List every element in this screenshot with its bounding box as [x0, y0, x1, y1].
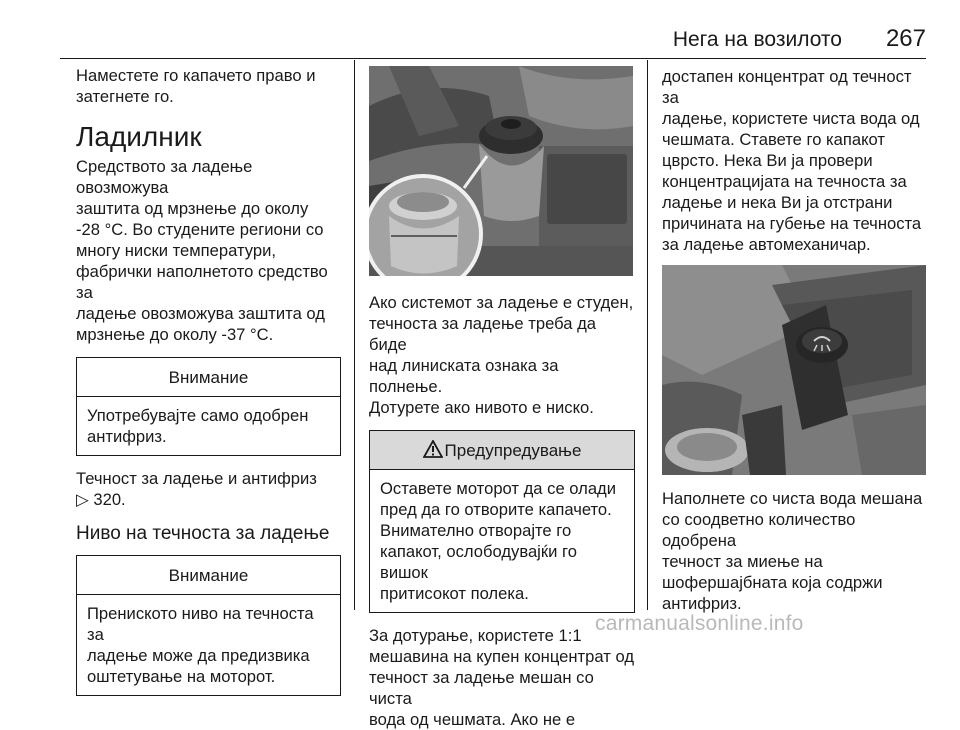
column-right-bottom — [662, 488, 930, 614]
subheading-coolant-level: Ниво на течноста за ладење — [76, 523, 330, 544]
caution-line: Употребувајте само одобрен — [87, 406, 309, 425]
warning-line: капакот, ослободувајќи го вишок — [380, 542, 577, 582]
coolant-reservoir-photo — [369, 66, 633, 276]
body-line: цврсто. Нека Ви ја провери — [662, 151, 873, 170]
body-line: ладење овозможува заштита од — [76, 304, 325, 323]
page-reference[interactable]: ▷ 320. — [76, 490, 126, 509]
body-line: за ладење автомеханичар. — [662, 235, 871, 254]
page-header — [60, 20, 926, 59]
body-line: течност за ладење мешан со чиста — [369, 668, 594, 708]
intro-line: Наместете го капачето право и — [76, 66, 316, 85]
body-line: ладење, користете чиста вода од — [662, 109, 920, 128]
warning-line: Оставете моторот да се олади — [380, 479, 617, 498]
column-middle — [369, 292, 635, 730]
column-left — [76, 60, 341, 696]
warning-box — [369, 430, 635, 613]
body-line: концентрацијата на течноста за — [662, 172, 907, 191]
caution-box — [76, 555, 341, 696]
body-line: -28 °C. Во студените региони со — [76, 220, 324, 239]
column-divider — [354, 60, 355, 610]
warning-title: Предупредување — [370, 431, 634, 470]
body-line: фабрички наполнетото средство за — [76, 262, 328, 302]
page-number: 267 — [885, 25, 926, 52]
washer-fluid-photo — [662, 265, 926, 475]
heading-radiator: Ладилник — [76, 121, 202, 152]
body-line: течноста за ладење треба да биде — [369, 314, 597, 354]
washer-reservoir-illustration — [662, 265, 926, 475]
column-divider — [647, 60, 648, 610]
body-line: чешмата. Ставете го капакот — [662, 130, 886, 149]
body-line: достапен концентрат од течност за — [662, 67, 912, 107]
body-line: шофершајбната која содржи — [662, 573, 883, 592]
caution-line: ладење може да предизвика — [87, 646, 310, 665]
body-line: Дотурете ако нивото е ниско. — [369, 398, 594, 417]
body-line: многу ниски температури, — [76, 241, 276, 260]
body-line: причината на губење на течноста — [662, 214, 922, 233]
caution-line: оштетување на моторот. — [87, 667, 276, 686]
body-line: заштита од мрзнење до околу — [76, 199, 309, 218]
warning-line: Внимателно отворајте го — [380, 521, 572, 540]
ref-line: Течност за ладење и антифриз — [76, 469, 317, 488]
body-line: со соодветно количество одобрена — [662, 510, 856, 550]
intro-line: затегнете го. — [76, 87, 174, 106]
watermark: carmanualsonline.info — [595, 612, 804, 635]
caution-line: антифриз. — [87, 427, 167, 446]
caution-title: Внимание — [77, 556, 340, 595]
body-line: ладење и нека Ви ја отстрани — [662, 193, 893, 212]
caution-title: Внимание — [77, 358, 340, 397]
warning-triangle-icon — [423, 440, 443, 458]
caution-line: Прениското ниво на течноста за — [87, 604, 314, 644]
body-line: течност за миење на — [662, 552, 823, 571]
arrow-ref-icon: ▷ — [76, 490, 94, 509]
body-line: Средството за ладење овозможува — [76, 157, 253, 197]
engine-bay-illustration — [369, 66, 633, 276]
warning-line: притисокот полека. — [380, 584, 529, 603]
body-line: Наполнете со чиста вода мешана — [662, 489, 923, 508]
body-line: антифриз. — [662, 594, 742, 613]
body-line: Ако системот за ладење е студен, — [369, 293, 634, 312]
body-line: вода од чешмата. Ако не е — [369, 710, 576, 729]
body-line: мрзнење до околу -37 °C. — [76, 325, 274, 344]
body-line: над линиската ознака за полнење. — [369, 356, 559, 396]
section-title: Нега на возилото — [672, 28, 842, 51]
body-line: мешавина на купен концентрат од — [369, 647, 634, 666]
body-line: За дотурање, користете 1:1 — [369, 626, 582, 645]
caution-box — [76, 357, 341, 456]
warning-line: пред да го отворите капачето. — [380, 500, 612, 519]
